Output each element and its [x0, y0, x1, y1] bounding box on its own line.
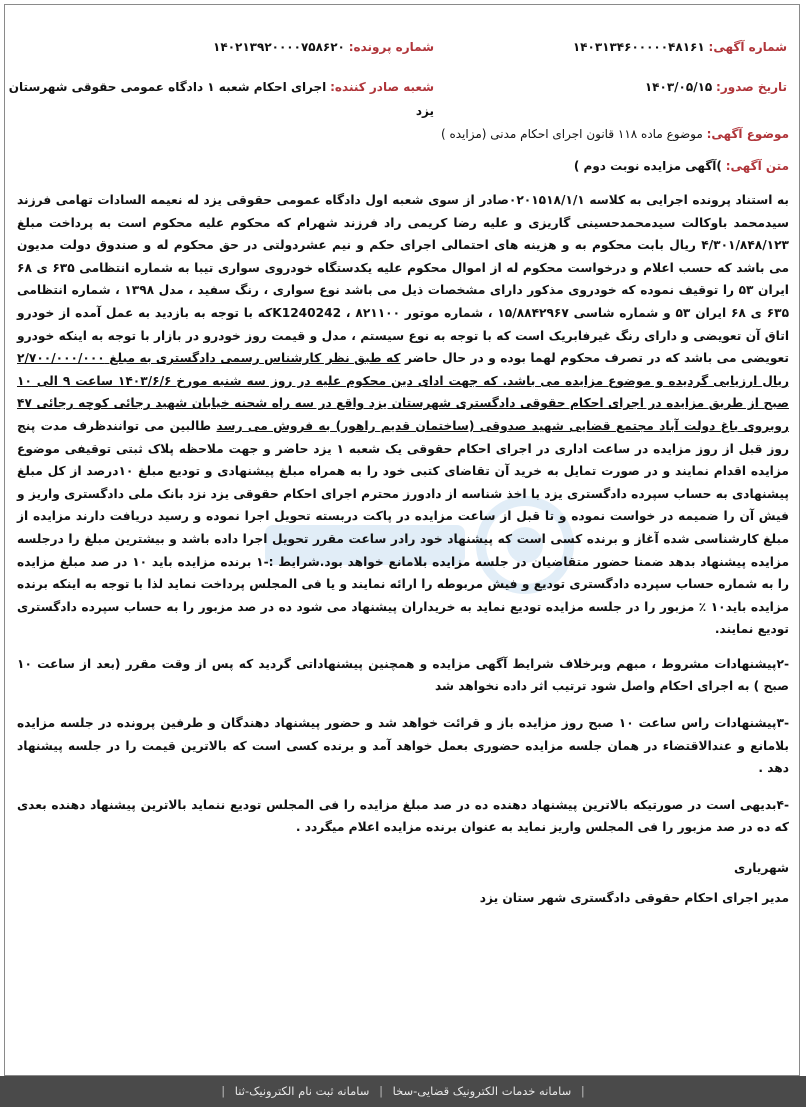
case-number-label: شماره پرونده: — [348, 40, 434, 54]
issue-date-label: تاریخ صدور: — [716, 80, 787, 94]
case-number-value: ۱۴۰۲۱۳۹۲۰۰۰۰۷۵۸۶۲۰ — [213, 40, 345, 54]
condition-4: -۴بدیهی است در صورتیکه بالاترین پیشنهاد دهنده ده در صد مبلغ مزایده را فی المجلس تودیع ننماید بالاترین پیشنهاد دهنده بعدی که ده در صد مزبور را فی المجلس واریز نماید به عنوان برنده مزایده اعلام میگردد . — [17, 797, 789, 835]
main-paragraph-part-a: به استناد پرونده اجرایی به کلاسه ۰۲۰۱۵۱۸/۱/۱صادر از سوی شعبه اول دادگاه عمومی حقوقی یزد له نعیمه السادات تهامی فرزند سیدمحمد باوکالت سیدمحمدحسینی گاریزی و علیه رضا کریمی راد فرزند شهرام که محکوم علیه محکوم است به پرداخت مبلغ ۴/۳۰۱/۸۴۸/۱۲۳ ریال بابت محکوم به و هزینه های احتمالی اجرای حکم و نیم عشردولتی در حق محکوم له و صندوق دولت مدیون می باشد که حسب اعلام و درخواست محکوم له از اموال محکوم علیه یکدستگاه خودروی سواری تیبا به شماره انتظامی ۶۳۵ ی ۶۸ ایران ۵۳ را توقیف نموده که خودروی مذکور دارای مشخصات ذیل می باشد نوع سواری ، رنگ سفید ، مدل ۱۳۹۸ ، شماره انتظامی ۶۳۵ ی ۶۸ ایران ۵۳ و شماره شاسی ۱۵/۸۸۴۲۹۶۷ ، شماره موتور ۸۲۱۱۰۰ ، K1240242که با توجه به بازدید به عمل آمده از خودرو اتاق آن تعویضی و دارای رنگ غیرفابریک است که با توجه به نوع سیستم ، مدل و قیمت روز خودرو در بازار با توجه به اینکه خودرو تعویضی می باشد که در تصرف محکوم لهما بوده و در حال حاضر — [17, 193, 790, 366]
footer-link-sana[interactable]: سامانه ثبت نام الکترونیک-ثنا — [234, 1084, 370, 1098]
footer-bar — [0, 1076, 806, 1107]
footer-separator: | — [221, 1084, 226, 1098]
notice-text-label: متن آگهی: — [725, 159, 789, 173]
notice-text-title: )آگهی مزایده نوبت دوم ) — [573, 159, 722, 173]
subject-line — [441, 123, 789, 145]
ad-number-value: ۱۴۰۳۱۳۴۶۰۰۰۰۰۴۸۱۶۱ — [572, 40, 705, 54]
main-paragraph — [17, 189, 789, 641]
notice-frame — [4, 4, 800, 1076]
issue-date-value: ۱۴۰۳/۰۵/۱۵ — [644, 80, 713, 94]
notice-text-heading — [574, 155, 789, 177]
signatory-name: شهریاری — [734, 861, 789, 876]
issuer-label: شعبه صادر کننده: — [330, 80, 434, 94]
issuer-field — [5, 75, 434, 123]
header-row-2 — [5, 75, 799, 118]
signatory-title: مدیر اجرای احکام حقوقی دادگستری شهر ستان یزد — [479, 891, 789, 906]
notice-body — [17, 189, 789, 913]
ad-number-label: شماره آگهی: — [708, 40, 787, 54]
main-paragraph-underlined: که طبق نظر کارشناس رسمی دادگستری به مبلغ ۲/۷۰۰/۰۰۰/۰۰۰ ریال ارزیابی گردیده و موضوع مزایده می باشد. که جهت ادای دین محکوم علیه در روز سه شنبه مورخ ۱۴۰۳/۶/۶ ساعت ۹ الی ۱۰ صبح از طریق مزایده در اجرای احکام حقوقی دادگستری شهرستان یزد واقع در سه راه شحنه خیابان شهید رجائی کوچه رجائی ۴۷ روبروی باغ دولت آباد مجتمع قضایی شهید صدوقی (ساختمان قدیم راهور) به فروش می رسد — [17, 351, 790, 433]
ad-number-field — [573, 35, 787, 59]
footer-link-sakha[interactable]: سامانه خدمات الکترونیک قضایی-سخا — [392, 1084, 572, 1098]
subject-value: موضوع ماده ۱۱۸ قانون اجرای احکام مدنی (مزایده ) — [440, 127, 703, 141]
header-row-1 — [5, 35, 799, 59]
issue-date-field — [645, 75, 787, 99]
condition-2: -۲پیشنهادات مشروط ، مبهم وبرخلاف شرایط آگهی مزایده و همچنین پیشنهاداتی گردید که پس از وقت مقرر (بعد از ساعت ۱۰ صبح ) به اجرای احکام واصل شود ترتیب اثر داده نخواهد شد — [17, 656, 789, 694]
main-paragraph-part-b: طالبین می توانندظرف مدت پنج روز قبل از روز مزایده در ساعت اداری در اجرای احکام حقوقی یک شعبه ۱ یزد حاضر و جهت ملاحظه پلاک ثبتی توقیفی موضوع مزایده اقدام نمایند و در صورت تمایل به خرید آن تقاضای کتبی خود را به همراه مبلغ پیشنهادی و تودیع مبلغ ۱۰درصد از کل مبلغ پیشنهادی به حساب سپرده دادگستری یزد با اخذ شناسه از دادورز محترم اجرای احکام حقوقی یزد نزد بانک ملی دادگستری واریز و فیش آن را ضمیمه در خواست نموده و تا قبل از ساعت مزایده در پاکت دربسته تحویل اجرا نموده و رسید دریافت دارند مزایده از مبلغ کارشناسی شده آغاز و برنده کسی است که پیشنهاد خود رادر ساعت مقرر تحویل اجرا داده باشد و بیشترین مبلغ را درجلسه مزایده پیشنهاد بدهد ضمنا حضور متقاضیان در جلسه مزایده بلامانع خواهد بود.شرایط :-۱ برنده مزایده باید ۱۰ در صد مبلغ مزایده را به شماره حساب سپرده دادگستری تودیع و فیش مربوطه را ارائه نمایند و یا فی المجلس پرداخت نماید لذا با توجه به اینکه برنده مزایده باید۱۰ ٪ مزبور را در جلسه مزایده تودیع نماید به خریداران پیشنهاد می شود ده در صد مزبور را به حساب سپرده دادگستری تودیع نمایند. — [17, 418, 790, 637]
case-number-field — [213, 35, 434, 59]
footer-separator: | — [580, 1084, 585, 1098]
footer-separator: | — [379, 1084, 383, 1098]
issuer-value: اجرای احکام شعبه ۱ دادگاه عمومی حقوقی شهرستان یزد — [8, 80, 434, 118]
condition-3: -۳پیشنهادات راس ساعت ۱۰ صبح روز مزایده باز و قرائت خواهد شد و حضور پیشنهاد دهندگان و طرفین پرونده در جلسه مزایده بلامانع و عندالاقتضاء در همان جلسه مزایده حضوری بعمل خواهد آمد و برنده کسی است که بالاترین قیمت را در جلسه پیشنهاد دهد . — [17, 716, 789, 776]
subject-label: موضوع آگهی: — [706, 127, 789, 141]
